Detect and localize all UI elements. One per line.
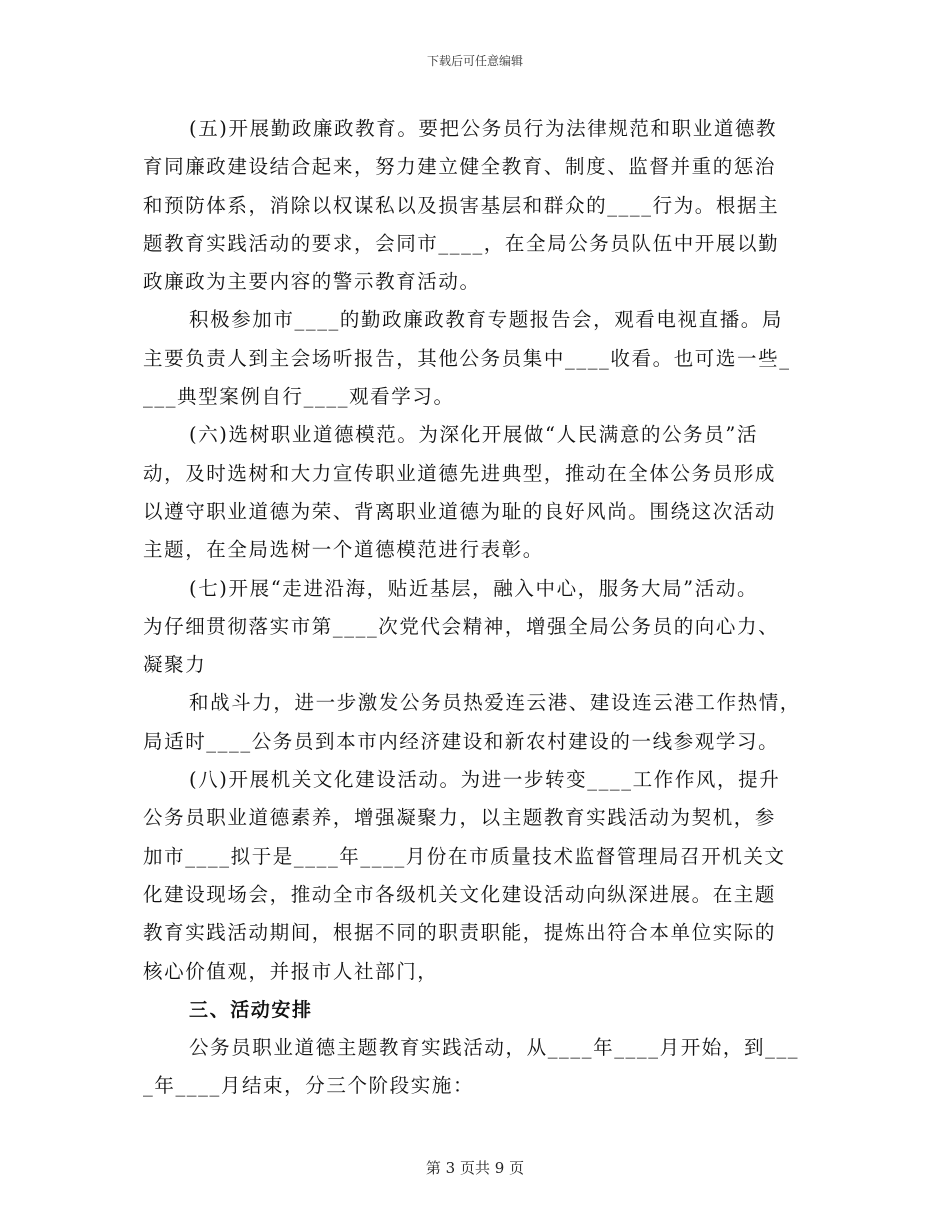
text-line: 凝聚力: [143, 653, 207, 677]
text-line: 公务员职业道德素养，增强凝聚力，以主题教育实践活动为契机，参: [143, 806, 777, 830]
text-line: 政廉政为主要内容的警示教育活动。: [143, 270, 481, 294]
text-line: ___典型案例自行____观看学习。: [143, 385, 455, 409]
text-line: 和预防体系，消除以权谋私以及损害基层和群众的____行为。根据主: [143, 193, 780, 217]
text-line: 核心价值观，并报市人社部门，: [143, 959, 439, 983]
text-line: 和战斗力，进一步激发公务员热爱连云港、建设连云港工作热情，: [189, 691, 801, 715]
text-line: (七)开展“走进沿海，贴近基层，融入中心，服务大局”活动。: [189, 576, 759, 600]
section-heading: 三、活动安排: [189, 998, 313, 1021]
text-line: 以遵守职业道德为荣、背离职业道德为耻的良好风尚。围绕这次活动: [143, 499, 777, 523]
text-line: 化建设现场会，推动全市各级机关文化建设活动向纵深进展。在主题: [143, 882, 777, 906]
text-line: 动，及时选树和大力宣传职业道德先进典型，推动在全体公务员形成: [143, 461, 777, 485]
text-line: 主要负责人到主会场听报告，其他公务员集中____收看。也可选一些_: [143, 346, 791, 370]
text-line: 主题，在全局选树一个道德模范进行表彰。: [143, 538, 544, 562]
text-line: 题教育实践活动的要求，会同市____，在全局公务员队伍中开展以勤: [143, 231, 780, 255]
text-line: 为仔细贯彻落实市第____次党代会精神，增强全局公务员的向心力、: [143, 614, 780, 638]
page-footer: 第 3 页共 9 页: [425, 1159, 525, 1177]
text-line: _年____月结束，分三个阶段实施：: [143, 1074, 475, 1098]
text-line: 局适时____公务员到本市内经济建设和新农村建设的一线参观学习。: [143, 729, 780, 753]
text-line: 育同廉政建设结合起来，努力建立健全教育、制度、监督并重的惩治: [143, 155, 777, 179]
page-header: 下载后可任意编辑: [426, 54, 523, 68]
text-line: (八)开展机关文化建设活动。为进一步转变____工作作风，提升: [189, 768, 781, 792]
text-line: (六)选树职业道德模范。为深化开展做“人民满意的公务员”活: [189, 423, 759, 447]
text-line: 教育实践活动期间，根据不同的职责职能，提炼出符合本单位实际的: [143, 921, 777, 945]
document-body: [143, 110, 808, 1106]
text-line: 公务员职业道德主题教育实践活动，从____年____月开始，到___: [189, 1036, 800, 1060]
text-line: 加市____拟于是____年____月份在市质量技术监督管理局召开机关文: [143, 844, 786, 868]
text-line: (五)开展勤政廉政教育。要把公务员行为法律规范和职业道德教: [189, 117, 778, 140]
text-line: 积极参加市____的勤政廉政教育专题报告会，观看电视直播。局: [189, 308, 784, 332]
